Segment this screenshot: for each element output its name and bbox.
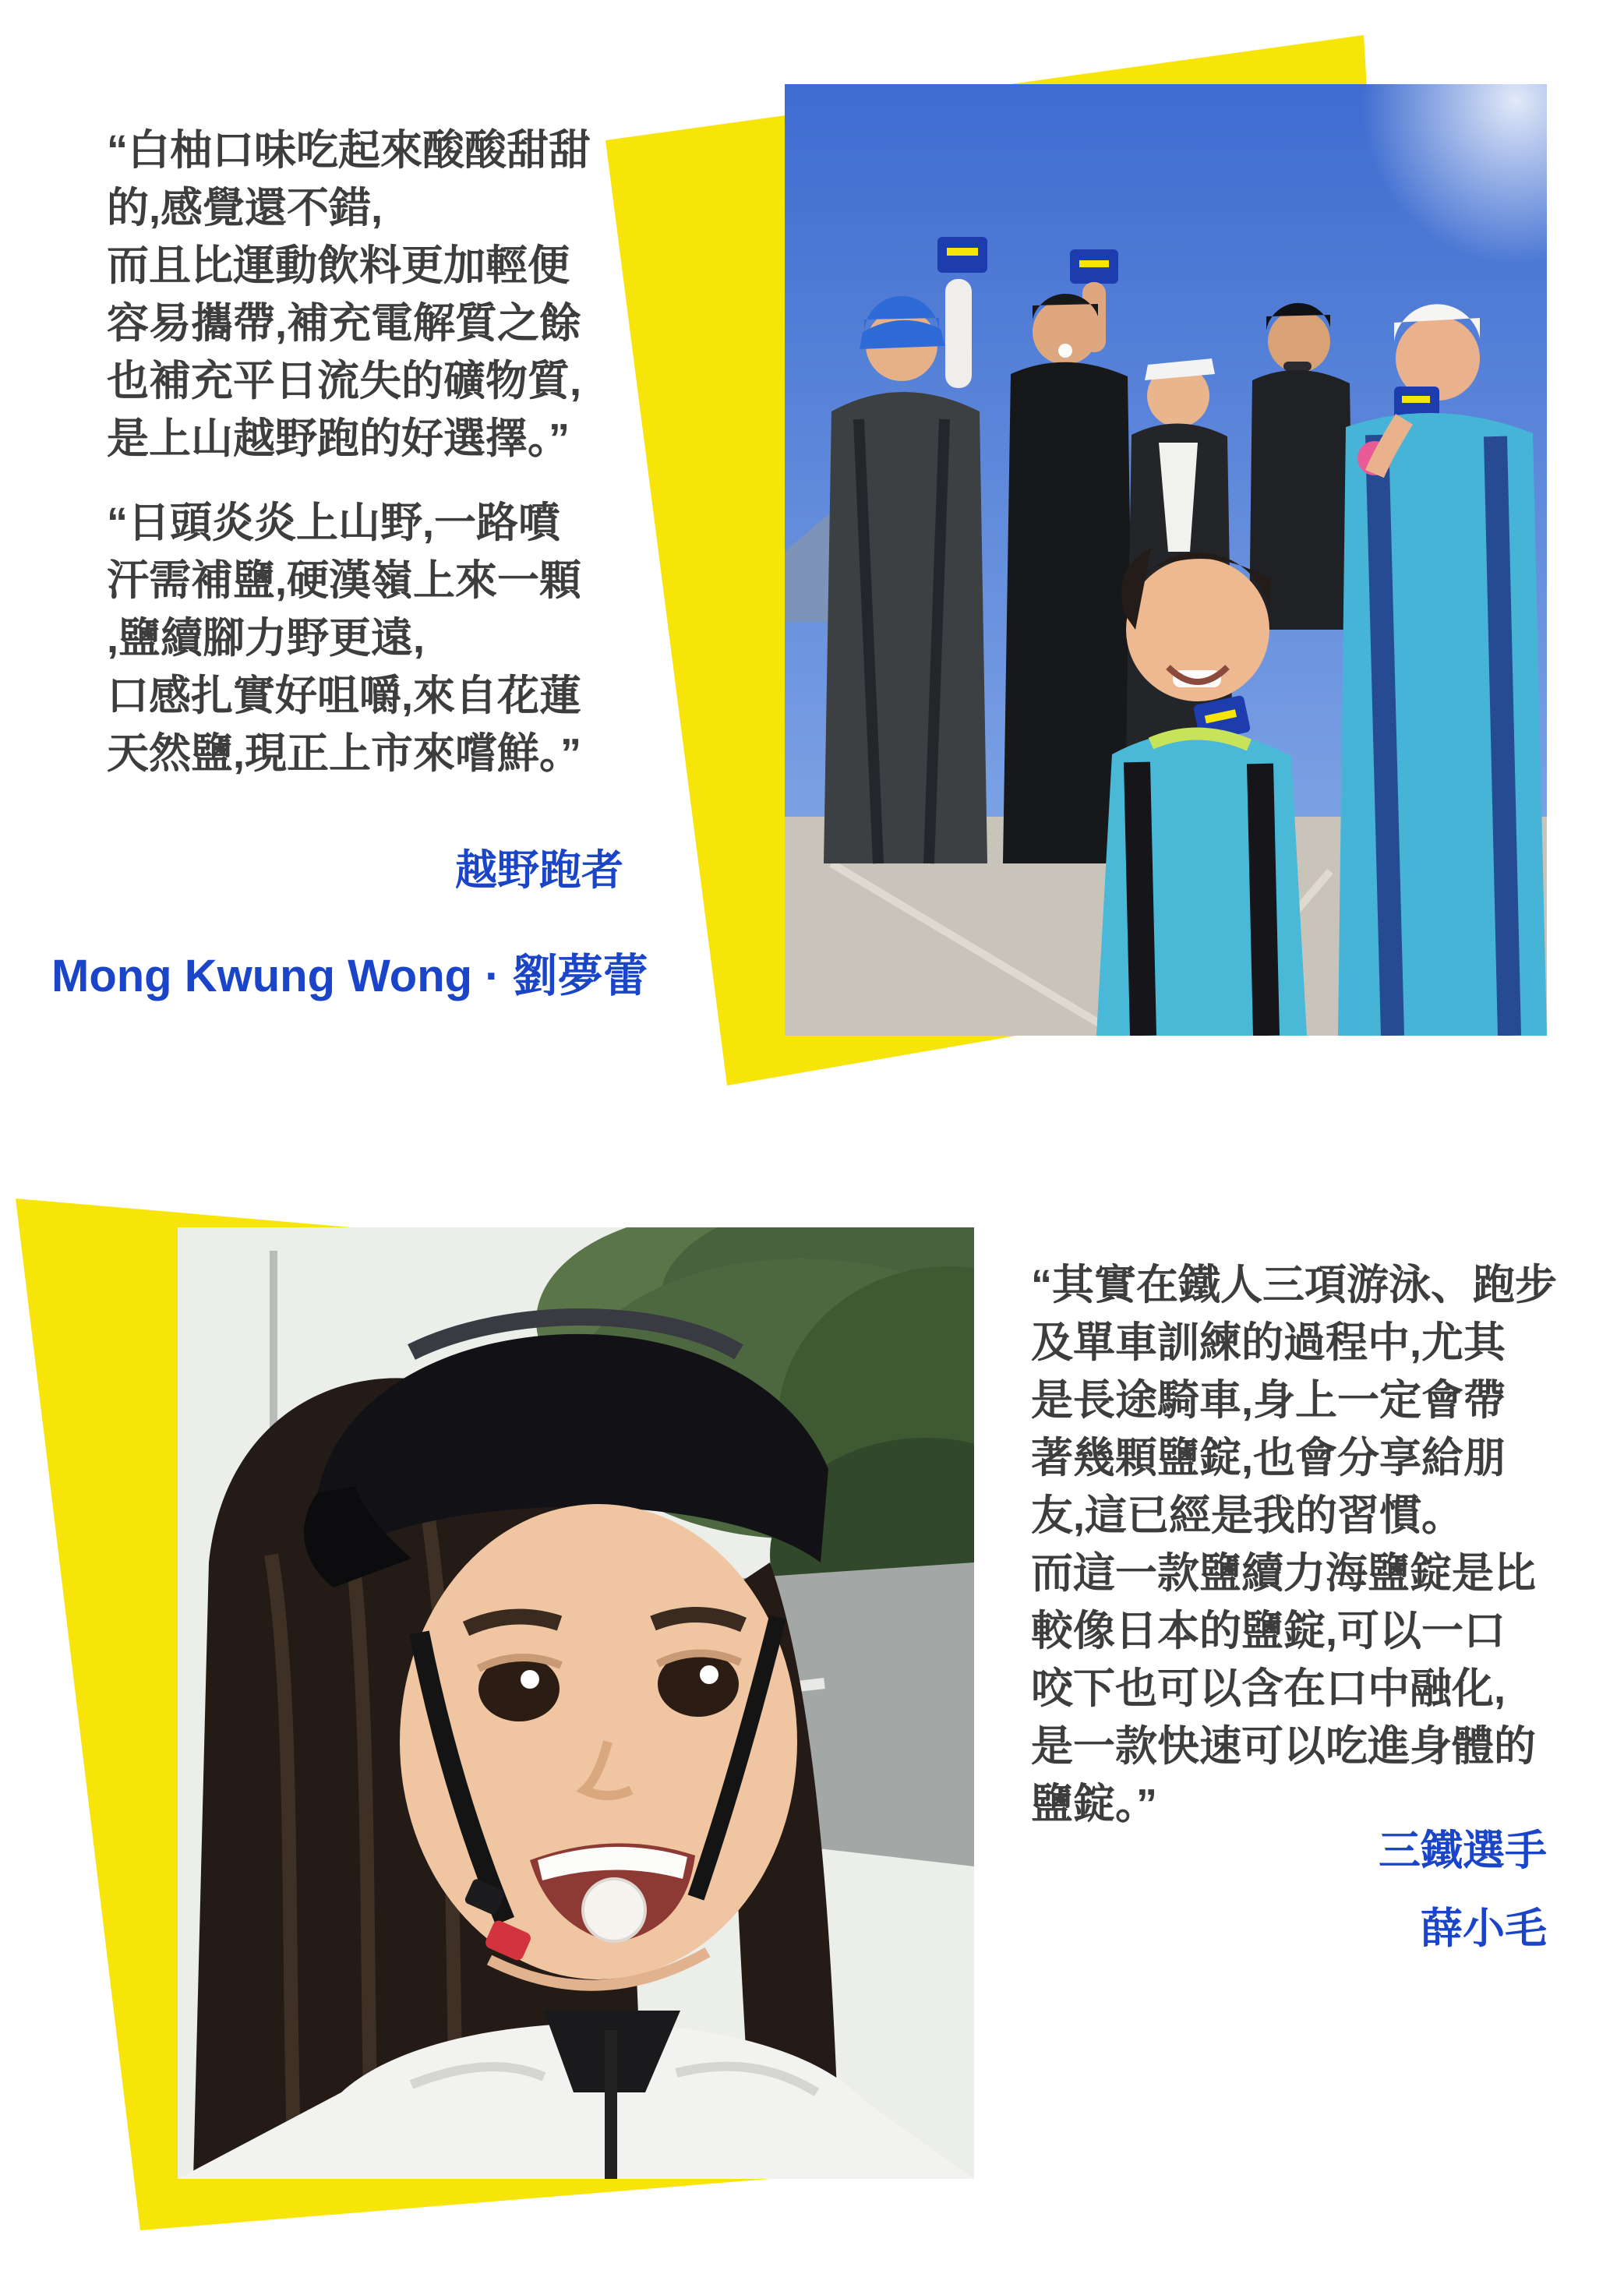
salt-tablet: [583, 1879, 645, 1941]
trail-runners-group-photo: [785, 84, 1547, 1036]
quote-line: “白柚口味吃起來酸酸甜甜: [107, 127, 591, 174]
quote-line: 而且比運動飲料更加輕便: [107, 242, 570, 289]
quote-line: 咬下也可以含在口中融化,: [1031, 1665, 1506, 1712]
quote-paragraph: [107, 122, 683, 468]
quote-line: 及單車訓練的過程中,尤其: [1031, 1319, 1506, 1366]
quote-line: 汗需補鹽,硬漢嶺上來一顆: [107, 557, 582, 604]
cyclist-selfie-photo: [178, 1227, 974, 2179]
quote-line: 著幾顆鹽錠,也會分享給朋: [1031, 1435, 1506, 1481]
quote-line: 是一款快速可以吃進身體的: [1031, 1723, 1536, 1770]
quote-line: 的,感覺還不錯,: [107, 185, 383, 231]
testimonial-quote-trail-runners: [107, 122, 683, 782]
attribution-role-trail-runners: 越野跑者: [455, 847, 623, 894]
attribution-name-triathlete: 薛小毛: [1421, 1905, 1547, 1952]
quote-line: 鹽錠。”: [1031, 1781, 1157, 1827]
quote-line: 容易攜帶,補充電解質之餘: [107, 300, 582, 347]
quote-line: 友,這已經是我的習慣。: [1031, 1492, 1464, 1539]
quote-line: 也補充平日流失的礦物質,: [107, 358, 582, 404]
quote-paragraph: [1031, 1256, 1569, 1833]
quote-line: ,鹽續腳力野更遠,: [107, 615, 425, 662]
testimonial-quote-triathlete: [1031, 1256, 1569, 1833]
quote-paragraph: [107, 494, 683, 782]
quote-line: “其實在鐵人三項游泳、跑步: [1031, 1262, 1557, 1308]
quote-line: 而這一款鹽續力海鹽錠是比: [1031, 1550, 1536, 1597]
quote-line: “日頭炎炎上山野,一路噴: [107, 500, 561, 546]
attribution-name-trail-runners: Mong Kwung Wong · 劉夢蕾: [51, 951, 648, 1001]
attribution-role-triathlete: 三鐵選手: [1379, 1827, 1547, 1874]
quote-line: 較像日本的鹽錠,可以一口: [1031, 1608, 1506, 1654]
quote-line: 是長途騎車,身上一定會帶: [1031, 1377, 1506, 1424]
quote-line: 口感扎實好咀嚼,來自花蓮: [107, 673, 582, 719]
jacket-zipper: [605, 2030, 617, 2179]
quote-line: 天然鹽,現正上市來嚐鮮。”: [107, 730, 582, 777]
quote-line: 是上山越野跑的好選擇。”: [107, 415, 570, 462]
